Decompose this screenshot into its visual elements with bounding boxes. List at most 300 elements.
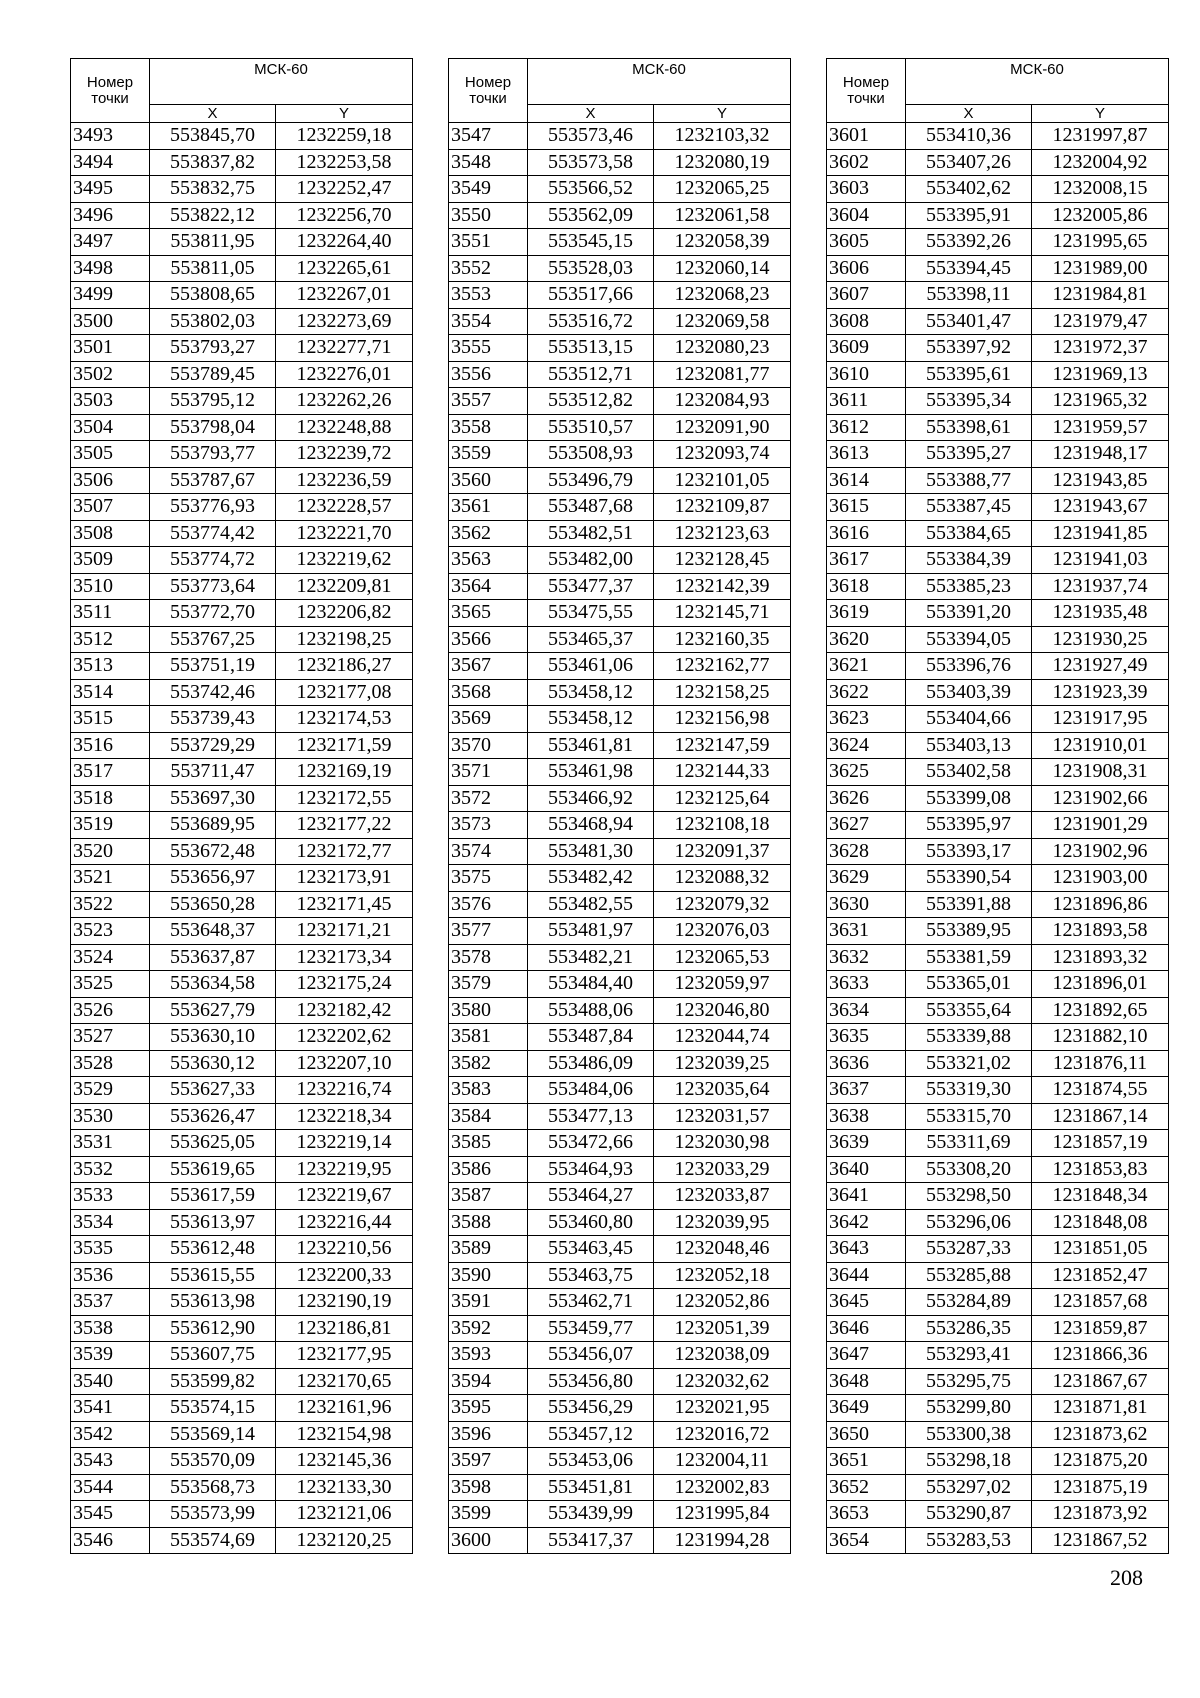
x-coordinate-cell: 553484,06 bbox=[528, 1077, 654, 1104]
y-coordinate-cell: 1232093,74 bbox=[654, 441, 791, 468]
table-row bbox=[71, 1395, 413, 1422]
point-number-cell: 3522 bbox=[71, 891, 150, 918]
y-coordinate-cell: 1232171,59 bbox=[276, 732, 413, 759]
y-coordinate-cell: 1232068,23 bbox=[654, 282, 791, 309]
point-number-cell: 3526 bbox=[71, 997, 150, 1024]
x-coordinate-cell: 553299,80 bbox=[906, 1395, 1032, 1422]
y-coordinate-cell: 1231848,34 bbox=[1032, 1183, 1169, 1210]
x-coordinate-cell: 553456,07 bbox=[528, 1342, 654, 1369]
point-number-cell: 3577 bbox=[449, 918, 528, 945]
y-coordinate-cell: 1232101,05 bbox=[654, 467, 791, 494]
table-row bbox=[71, 1050, 413, 1077]
y-coordinate-cell: 1232186,27 bbox=[276, 653, 413, 680]
point-number-cell: 3544 bbox=[71, 1474, 150, 1501]
table-row bbox=[449, 441, 791, 468]
point-number-cell: 3565 bbox=[449, 600, 528, 627]
x-coordinate-cell: 553300,38 bbox=[906, 1421, 1032, 1448]
x-coordinate-cell: 553574,15 bbox=[150, 1395, 276, 1422]
point-number-cell: 3634 bbox=[827, 997, 906, 1024]
y-coordinate-cell: 1231972,37 bbox=[1032, 335, 1169, 362]
x-coordinate-cell: 553656,97 bbox=[150, 865, 276, 892]
table-row bbox=[71, 573, 413, 600]
x-coordinate-cell: 553562,09 bbox=[528, 202, 654, 229]
coordinate-system-header: МСК-60 bbox=[906, 59, 1169, 105]
x-coordinate-cell: 553385,23 bbox=[906, 573, 1032, 600]
y-coordinate-cell: 1232033,87 bbox=[654, 1183, 791, 1210]
coordinates-table bbox=[70, 58, 413, 1554]
point-number-cell: 3609 bbox=[827, 335, 906, 362]
y-column-header: Y bbox=[1032, 105, 1169, 123]
x-coordinate-cell: 553397,92 bbox=[906, 335, 1032, 362]
x-coordinate-cell: 553451,81 bbox=[528, 1474, 654, 1501]
x-coordinate-cell: 553393,17 bbox=[906, 838, 1032, 865]
point-number-cell: 3597 bbox=[449, 1448, 528, 1475]
x-coordinate-cell: 553284,89 bbox=[906, 1289, 1032, 1316]
point-number-cell: 3505 bbox=[71, 441, 150, 468]
y-coordinate-cell: 1232177,22 bbox=[276, 812, 413, 839]
point-number-cell: 3582 bbox=[449, 1050, 528, 1077]
y-coordinate-cell: 1232256,70 bbox=[276, 202, 413, 229]
y-coordinate-cell: 1232065,25 bbox=[654, 176, 791, 203]
y-coordinate-cell: 1232002,83 bbox=[654, 1474, 791, 1501]
x-coordinate-cell: 553627,33 bbox=[150, 1077, 276, 1104]
point-number-cell: 3605 bbox=[827, 229, 906, 256]
point-number-cell: 3561 bbox=[449, 494, 528, 521]
x-coordinate-cell: 553845,70 bbox=[150, 123, 276, 150]
x-coordinate-cell: 553297,02 bbox=[906, 1474, 1032, 1501]
x-coordinate-cell: 553545,15 bbox=[528, 229, 654, 256]
y-coordinate-cell: 1231867,67 bbox=[1032, 1368, 1169, 1395]
x-coordinate-cell: 553510,57 bbox=[528, 414, 654, 441]
table-row bbox=[449, 971, 791, 998]
table-row bbox=[449, 1236, 791, 1263]
point-number-cell: 3525 bbox=[71, 971, 150, 998]
table-row bbox=[71, 1209, 413, 1236]
table-row bbox=[71, 149, 413, 176]
x-coordinate-cell: 553482,55 bbox=[528, 891, 654, 918]
x-coordinate-cell: 553461,81 bbox=[528, 732, 654, 759]
y-coordinate-cell: 1232186,81 bbox=[276, 1315, 413, 1342]
table-row bbox=[827, 891, 1169, 918]
table-row bbox=[71, 918, 413, 945]
y-coordinate-cell: 1232145,36 bbox=[276, 1448, 413, 1475]
x-coordinate-cell: 553381,59 bbox=[906, 944, 1032, 971]
x-coordinate-cell: 553630,12 bbox=[150, 1050, 276, 1077]
table-row bbox=[449, 1501, 791, 1528]
table-row bbox=[827, 494, 1169, 521]
point-number-cell: 3618 bbox=[827, 573, 906, 600]
table-row bbox=[827, 361, 1169, 388]
y-coordinate-cell: 1232172,77 bbox=[276, 838, 413, 865]
point-number-cell: 3596 bbox=[449, 1421, 528, 1448]
x-coordinate-cell: 553711,47 bbox=[150, 759, 276, 786]
point-number-cell: 3501 bbox=[71, 335, 150, 362]
point-number-cell: 3651 bbox=[827, 1448, 906, 1475]
table-row bbox=[827, 149, 1169, 176]
y-coordinate-cell: 1232209,81 bbox=[276, 573, 413, 600]
table-row bbox=[449, 1474, 791, 1501]
point-number-cell: 3541 bbox=[71, 1395, 150, 1422]
table-row bbox=[71, 679, 413, 706]
coordinates-table bbox=[826, 58, 1169, 1554]
y-coordinate-cell: 1231948,17 bbox=[1032, 441, 1169, 468]
point-number-cell: 3650 bbox=[827, 1421, 906, 1448]
x-coordinate-cell: 553773,64 bbox=[150, 573, 276, 600]
x-column-header: X bbox=[150, 105, 276, 123]
table-row bbox=[71, 971, 413, 998]
y-coordinate-cell: 1232033,29 bbox=[654, 1156, 791, 1183]
x-coordinate-cell: 553398,11 bbox=[906, 282, 1032, 309]
point-number-cell: 3567 bbox=[449, 653, 528, 680]
y-coordinate-cell: 1232080,23 bbox=[654, 335, 791, 362]
x-coordinate-cell: 553516,72 bbox=[528, 308, 654, 335]
x-coordinate-cell: 553822,12 bbox=[150, 202, 276, 229]
point-number-cell: 3647 bbox=[827, 1342, 906, 1369]
x-coordinate-cell: 553287,33 bbox=[906, 1236, 1032, 1263]
point-number-cell: 3595 bbox=[449, 1395, 528, 1422]
y-coordinate-cell: 1232221,70 bbox=[276, 520, 413, 547]
y-coordinate-cell: 1232065,53 bbox=[654, 944, 791, 971]
y-coordinate-cell: 1232091,37 bbox=[654, 838, 791, 865]
x-coordinate-cell: 553488,06 bbox=[528, 997, 654, 1024]
y-coordinate-cell: 1232154,98 bbox=[276, 1421, 413, 1448]
point-number-cell: 3578 bbox=[449, 944, 528, 971]
x-coordinate-cell: 553774,72 bbox=[150, 547, 276, 574]
y-coordinate-cell: 1231852,47 bbox=[1032, 1262, 1169, 1289]
x-coordinate-cell: 553793,27 bbox=[150, 335, 276, 362]
x-coordinate-cell: 553487,68 bbox=[528, 494, 654, 521]
y-coordinate-cell: 1231997,87 bbox=[1032, 123, 1169, 150]
point-number-cell: 3585 bbox=[449, 1130, 528, 1157]
y-coordinate-cell: 1232173,34 bbox=[276, 944, 413, 971]
table-row bbox=[71, 547, 413, 574]
table-row bbox=[449, 573, 791, 600]
y-coordinate-cell: 1232198,25 bbox=[276, 626, 413, 653]
x-coordinate-cell: 553612,90 bbox=[150, 1315, 276, 1342]
x-coordinate-cell: 553648,37 bbox=[150, 918, 276, 945]
point-number-cell: 3496 bbox=[71, 202, 150, 229]
point-number-cell: 3547 bbox=[449, 123, 528, 150]
y-coordinate-cell: 1231892,65 bbox=[1032, 997, 1169, 1024]
point-number-cell: 3529 bbox=[71, 1077, 150, 1104]
x-coordinate-cell: 553613,97 bbox=[150, 1209, 276, 1236]
table-row bbox=[71, 176, 413, 203]
x-coordinate-cell: 553457,12 bbox=[528, 1421, 654, 1448]
table-row bbox=[71, 997, 413, 1024]
table-row bbox=[449, 547, 791, 574]
x-coordinate-cell: 553481,97 bbox=[528, 918, 654, 945]
point-number-cell: 3550 bbox=[449, 202, 528, 229]
table-row bbox=[71, 308, 413, 335]
x-coordinate-cell: 553832,75 bbox=[150, 176, 276, 203]
point-number-cell: 3584 bbox=[449, 1103, 528, 1130]
x-coordinate-cell: 553417,37 bbox=[528, 1527, 654, 1554]
point-number-cell: 3512 bbox=[71, 626, 150, 653]
y-coordinate-cell: 1232158,25 bbox=[654, 679, 791, 706]
point-number-cell: 3530 bbox=[71, 1103, 150, 1130]
point-number-cell: 3527 bbox=[71, 1024, 150, 1051]
y-coordinate-cell: 1232156,98 bbox=[654, 706, 791, 733]
point-number-cell: 3568 bbox=[449, 679, 528, 706]
x-coordinate-cell: 553627,79 bbox=[150, 997, 276, 1024]
point-number-cell: 3559 bbox=[449, 441, 528, 468]
point-number-cell: 3649 bbox=[827, 1395, 906, 1422]
point-number-cell: 3493 bbox=[71, 123, 150, 150]
table-row bbox=[71, 891, 413, 918]
x-coordinate-cell: 553619,65 bbox=[150, 1156, 276, 1183]
y-coordinate-cell: 1232161,96 bbox=[276, 1395, 413, 1422]
point-number-cell: 3557 bbox=[449, 388, 528, 415]
x-coordinate-cell: 553458,12 bbox=[528, 706, 654, 733]
point-number-cell: 3509 bbox=[71, 547, 150, 574]
x-coordinate-cell: 553395,34 bbox=[906, 388, 1032, 415]
x-coordinate-cell: 553475,55 bbox=[528, 600, 654, 627]
point-number-cell: 3616 bbox=[827, 520, 906, 547]
point-number-cell: 3563 bbox=[449, 547, 528, 574]
point-number-cell: 3571 bbox=[449, 759, 528, 786]
y-coordinate-cell: 1232080,19 bbox=[654, 149, 791, 176]
y-coordinate-cell: 1232276,01 bbox=[276, 361, 413, 388]
table-row bbox=[827, 1050, 1169, 1077]
y-coordinate-cell: 1232121,06 bbox=[276, 1501, 413, 1528]
x-coordinate-cell: 553401,47 bbox=[906, 308, 1032, 335]
y-coordinate-cell: 1232173,91 bbox=[276, 865, 413, 892]
x-coordinate-cell: 553395,97 bbox=[906, 812, 1032, 839]
point-number-cell: 3499 bbox=[71, 282, 150, 309]
point-number-cell: 3614 bbox=[827, 467, 906, 494]
point-number-cell: 3619 bbox=[827, 600, 906, 627]
table-row bbox=[827, 706, 1169, 733]
y-coordinate-cell: 1232207,10 bbox=[276, 1050, 413, 1077]
point-number-cell: 3603 bbox=[827, 176, 906, 203]
table-row bbox=[449, 1315, 791, 1342]
y-coordinate-cell: 1232039,25 bbox=[654, 1050, 791, 1077]
point-number-cell: 3586 bbox=[449, 1156, 528, 1183]
y-coordinate-cell: 1231873,92 bbox=[1032, 1501, 1169, 1528]
point-number-cell: 3633 bbox=[827, 971, 906, 998]
point-number-cell: 3628 bbox=[827, 838, 906, 865]
table-row bbox=[71, 282, 413, 309]
x-coordinate-cell: 553837,82 bbox=[150, 149, 276, 176]
y-coordinate-cell: 1232059,97 bbox=[654, 971, 791, 998]
x-column-header: X bbox=[528, 105, 654, 123]
y-coordinate-cell: 1232076,03 bbox=[654, 918, 791, 945]
table-row bbox=[71, 414, 413, 441]
point-number-cell: 3533 bbox=[71, 1183, 150, 1210]
x-coordinate-cell: 553384,65 bbox=[906, 520, 1032, 547]
x-coordinate-cell: 553389,95 bbox=[906, 918, 1032, 945]
point-number-cell: 3624 bbox=[827, 732, 906, 759]
y-coordinate-cell: 1232216,44 bbox=[276, 1209, 413, 1236]
table-row bbox=[71, 785, 413, 812]
point-number-cell: 3528 bbox=[71, 1050, 150, 1077]
x-coordinate-cell: 553811,95 bbox=[150, 229, 276, 256]
x-coordinate-cell: 553461,98 bbox=[528, 759, 654, 786]
point-number-cell: 3566 bbox=[449, 626, 528, 653]
table-row bbox=[71, 467, 413, 494]
table-row bbox=[827, 918, 1169, 945]
point-number-header: Номер точки bbox=[827, 59, 906, 123]
y-coordinate-cell: 1232058,39 bbox=[654, 229, 791, 256]
x-coordinate-cell: 553798,04 bbox=[150, 414, 276, 441]
x-coordinate-cell: 553399,08 bbox=[906, 785, 1032, 812]
table-row bbox=[449, 1448, 791, 1475]
point-number-cell: 3589 bbox=[449, 1236, 528, 1263]
table-row bbox=[827, 1183, 1169, 1210]
point-number-cell: 3538 bbox=[71, 1315, 150, 1342]
x-coordinate-cell: 553599,82 bbox=[150, 1368, 276, 1395]
point-number-cell: 3645 bbox=[827, 1289, 906, 1316]
y-coordinate-cell: 1232219,95 bbox=[276, 1156, 413, 1183]
y-coordinate-cell: 1232120,25 bbox=[276, 1527, 413, 1554]
x-coordinate-cell: 553615,55 bbox=[150, 1262, 276, 1289]
y-coordinate-cell: 1231941,03 bbox=[1032, 547, 1169, 574]
y-coordinate-cell: 1232084,93 bbox=[654, 388, 791, 415]
y-coordinate-cell: 1232171,21 bbox=[276, 918, 413, 945]
y-coordinate-cell: 1231908,31 bbox=[1032, 759, 1169, 786]
point-number-cell: 3620 bbox=[827, 626, 906, 653]
table-row bbox=[827, 573, 1169, 600]
x-coordinate-cell: 553315,70 bbox=[906, 1103, 1032, 1130]
table-row bbox=[449, 1024, 791, 1051]
y-coordinate-cell: 1232142,39 bbox=[654, 573, 791, 600]
y-coordinate-cell: 1231867,52 bbox=[1032, 1527, 1169, 1554]
table-row bbox=[827, 414, 1169, 441]
y-coordinate-cell: 1232174,53 bbox=[276, 706, 413, 733]
point-number-cell: 3514 bbox=[71, 679, 150, 706]
y-coordinate-cell: 1232021,95 bbox=[654, 1395, 791, 1422]
table-row bbox=[827, 467, 1169, 494]
table-row bbox=[449, 1289, 791, 1316]
point-number-cell: 3622 bbox=[827, 679, 906, 706]
x-coordinate-cell: 553613,98 bbox=[150, 1289, 276, 1316]
y-column-header: Y bbox=[276, 105, 413, 123]
y-coordinate-cell: 1231857,68 bbox=[1032, 1289, 1169, 1316]
y-coordinate-cell: 1231995,65 bbox=[1032, 229, 1169, 256]
x-coordinate-cell: 553729,29 bbox=[150, 732, 276, 759]
table-row bbox=[71, 1501, 413, 1528]
table-row bbox=[71, 1315, 413, 1342]
x-coordinate-cell: 553787,67 bbox=[150, 467, 276, 494]
point-number-cell: 3593 bbox=[449, 1342, 528, 1369]
table-row bbox=[827, 1342, 1169, 1369]
x-coordinate-cell: 553512,71 bbox=[528, 361, 654, 388]
x-coordinate-cell: 553517,66 bbox=[528, 282, 654, 309]
y-coordinate-cell: 1231901,29 bbox=[1032, 812, 1169, 839]
point-number-cell: 3630 bbox=[827, 891, 906, 918]
x-coordinate-cell: 553634,58 bbox=[150, 971, 276, 998]
table-row bbox=[71, 1474, 413, 1501]
y-coordinate-cell: 1232182,42 bbox=[276, 997, 413, 1024]
y-coordinate-cell: 1232277,71 bbox=[276, 335, 413, 362]
y-coordinate-cell: 1231882,10 bbox=[1032, 1024, 1169, 1051]
x-coordinate-cell: 553410,36 bbox=[906, 123, 1032, 150]
y-coordinate-cell: 1232177,95 bbox=[276, 1342, 413, 1369]
point-number-cell: 3532 bbox=[71, 1156, 150, 1183]
table-row bbox=[71, 812, 413, 839]
x-coordinate-cell: 553394,05 bbox=[906, 626, 1032, 653]
y-coordinate-cell: 1231871,81 bbox=[1032, 1395, 1169, 1422]
x-coordinate-cell: 553568,73 bbox=[150, 1474, 276, 1501]
x-coordinate-cell: 553481,30 bbox=[528, 838, 654, 865]
point-number-cell: 3608 bbox=[827, 308, 906, 335]
y-coordinate-cell: 1232004,92 bbox=[1032, 149, 1169, 176]
point-number-cell: 3569 bbox=[449, 706, 528, 733]
x-coordinate-cell: 553465,37 bbox=[528, 626, 654, 653]
table-row bbox=[449, 679, 791, 706]
point-number-cell: 3518 bbox=[71, 785, 150, 812]
point-number-cell: 3602 bbox=[827, 149, 906, 176]
y-coordinate-cell: 1231874,55 bbox=[1032, 1077, 1169, 1104]
y-coordinate-cell: 1232169,19 bbox=[276, 759, 413, 786]
table-row bbox=[71, 600, 413, 627]
table-row bbox=[71, 202, 413, 229]
y-coordinate-cell: 1232252,47 bbox=[276, 176, 413, 203]
x-coordinate-cell: 553396,76 bbox=[906, 653, 1032, 680]
x-coordinate-cell: 553739,43 bbox=[150, 706, 276, 733]
table-row bbox=[449, 1342, 791, 1369]
x-coordinate-cell: 553637,87 bbox=[150, 944, 276, 971]
table-row bbox=[827, 1156, 1169, 1183]
x-coordinate-cell: 553461,06 bbox=[528, 653, 654, 680]
point-number-cell: 3637 bbox=[827, 1077, 906, 1104]
x-coordinate-cell: 553402,62 bbox=[906, 176, 1032, 203]
table-row bbox=[71, 706, 413, 733]
x-coordinate-cell: 553402,58 bbox=[906, 759, 1032, 786]
y-coordinate-cell: 1232016,72 bbox=[654, 1421, 791, 1448]
point-number-cell: 3573 bbox=[449, 812, 528, 839]
y-coordinate-cell: 1232133,30 bbox=[276, 1474, 413, 1501]
table-row bbox=[449, 520, 791, 547]
x-coordinate-cell: 553464,27 bbox=[528, 1183, 654, 1210]
y-coordinate-cell: 1232170,65 bbox=[276, 1368, 413, 1395]
y-coordinate-cell: 1232032,62 bbox=[654, 1368, 791, 1395]
table-row bbox=[827, 308, 1169, 335]
y-coordinate-cell: 1232253,58 bbox=[276, 149, 413, 176]
point-number-cell: 3521 bbox=[71, 865, 150, 892]
x-coordinate-cell: 553355,64 bbox=[906, 997, 1032, 1024]
table-row bbox=[449, 865, 791, 892]
y-coordinate-cell: 1232061,58 bbox=[654, 202, 791, 229]
x-coordinate-cell: 553508,93 bbox=[528, 441, 654, 468]
table-row bbox=[827, 600, 1169, 627]
point-number-cell: 3560 bbox=[449, 467, 528, 494]
y-coordinate-cell: 1232108,18 bbox=[654, 812, 791, 839]
table-row bbox=[449, 1183, 791, 1210]
point-number-cell: 3592 bbox=[449, 1315, 528, 1342]
point-number-cell: 3638 bbox=[827, 1103, 906, 1130]
x-coordinate-cell: 553617,59 bbox=[150, 1183, 276, 1210]
x-coordinate-cell: 553574,69 bbox=[150, 1527, 276, 1554]
point-number-cell: 3537 bbox=[71, 1289, 150, 1316]
point-number-cell: 3612 bbox=[827, 414, 906, 441]
point-number-cell: 3601 bbox=[827, 123, 906, 150]
y-coordinate-cell: 1232125,64 bbox=[654, 785, 791, 812]
table-row bbox=[449, 1130, 791, 1157]
x-coordinate-cell: 553487,84 bbox=[528, 1024, 654, 1051]
point-number-cell: 3600 bbox=[449, 1527, 528, 1554]
coordinates-table bbox=[448, 58, 791, 1554]
point-number-cell: 3636 bbox=[827, 1050, 906, 1077]
y-coordinate-cell: 1232177,08 bbox=[276, 679, 413, 706]
table-row bbox=[449, 759, 791, 786]
y-coordinate-cell: 1232147,59 bbox=[654, 732, 791, 759]
y-coordinate-cell: 1232219,62 bbox=[276, 547, 413, 574]
y-coordinate-cell: 1231896,01 bbox=[1032, 971, 1169, 998]
point-number-cell: 3623 bbox=[827, 706, 906, 733]
x-coordinate-cell: 553388,77 bbox=[906, 467, 1032, 494]
point-number-cell: 3494 bbox=[71, 149, 150, 176]
